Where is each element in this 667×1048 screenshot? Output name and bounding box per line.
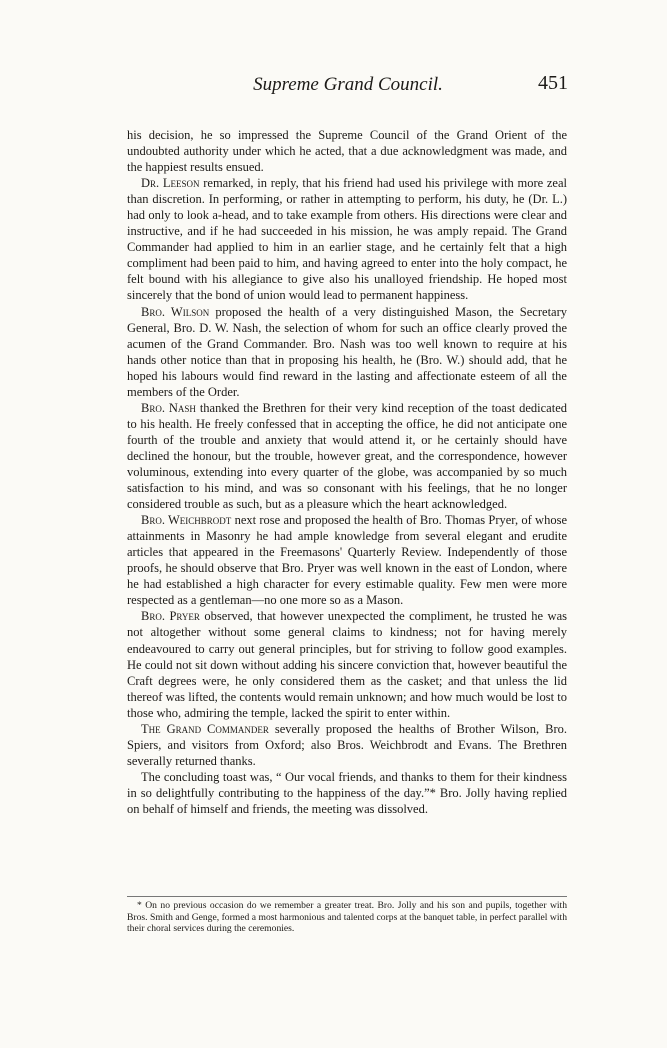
paragraph-4 — [127, 400, 567, 512]
paragraph-7 — [127, 721, 567, 769]
paragraph-5 — [127, 512, 567, 608]
paragraph-text: The concluding toast was, “ Our vocal friends, and thanks to them for their kindness in so delightfully contributing to the happiness of the day.”* Bro. Jolly having replied on behalf of himself and friends, the meeting was dissolved. — [127, 769, 567, 816]
paragraph-text: thanked the Brethren for their very kind reception of the toast dedicated to his health. He freely confessed that in accepting the office, he did not anticipate one fourth of the trouble and anxiety that would attend it, or he certainly should have declined the honour, but the trouble, however great, and the correspondence, however voluminous, extending into every quarter of the globe, was accompanied by so much satisfaction to his mind, and was so consonant with his feelings, that he no longer considered trouble as such, but as a pleasure which the heart acknowledged. — [127, 400, 567, 512]
paragraph-text: his decision, he so impressed the Supreme Council of the Grand Orient of the undoubted authority under which he acted, that a due acknowledgment was made, and the happiest results ensued. — [127, 128, 567, 175]
paragraph-8 — [127, 769, 567, 817]
paragraph-1 — [127, 127, 567, 175]
paragraph-text: proposed the health of a very distinguished Mason, the Secretary General, Bro. D. W. Nash, the selection of whom for such an office clearly proved the acumen of the Grand Commander. Bro. Nash was too well known to require at his hands other notice than that in proposing his health, he (Bro. W.) should add, that he hoped his labours would find reward in the lasting and affectionate esteem of all the members of the Order. — [127, 304, 568, 399]
speaker-name: The Grand Commander — [141, 721, 269, 736]
body-text — [127, 127, 567, 817]
speaker-name: Dr. Leeson — [141, 176, 200, 191]
running-title: Supreme Grand Council. — [253, 74, 443, 95]
speaker-name: Bro. Weichbrodt — [141, 513, 232, 528]
page-header — [128, 72, 568, 102]
speaker-name: Bro. Wilson — [141, 304, 210, 319]
footnote-divider — [127, 896, 567, 897]
paragraph-text: observed, that however unexpected the compliment, he trusted he was not altogether without some general claims to kindness; not for having merely endeavoured to carry out general principles, but for striving to follow good examples. He could not sit down without adding his sincere conviction that, however beautiful the Craft degrees were, he only considered them as the casket; and that unless the lid thereof was lifted, the contents would remain unknown; and how much would be lost to those who, admiring the temple, lacked the spirit to enter within. — [127, 609, 567, 720]
speaker-name: Bro. Pryer — [141, 609, 200, 624]
footnote — [127, 900, 567, 935]
paragraph-2 — [127, 175, 567, 303]
paragraph-3 — [127, 304, 567, 400]
speaker-name: Bro. Nash — [141, 400, 196, 415]
page-number: 451 — [538, 72, 568, 94]
paragraph-text: severally proposed the healths of Brother Wilson, Bro. Spiers, and visitors from Oxford; also Bros. Weichbrodt and Evans. The Brethren severally returned thanks. — [127, 721, 567, 768]
footnote-text: * On no previous occasion do we remember a greater treat. Bro. Jolly and his son and pupils, together with Bros. Smith and Genge, formed a most harmonious and talented corps at the banquet table, in perfect parallel with their choral services during the ceremonies. — [127, 900, 567, 935]
paragraph-6 — [127, 608, 567, 720]
paragraph-text: next rose and proposed the health of Bro. Thomas Pryer, of whose attainments in Masonry he had ample knowledge from several elegant and erudite articles that appeared in the Freemasons' Quarterly Review. Independently of those proofs, he should observe that Bro. Pryer was well known in the east of London, where he had established a high character for every estimable quality. Few men were more respected as a gentleman—no one more so as a Mason. — [127, 513, 567, 608]
paragraph-text: remarked, in reply, that his friend had used his privilege with more zeal than discretion. In performing, or rather in attempting to perform, his duty, he (Dr. L.) had only to look a-head, and to take example from others. His directions were clear and instructive, and if he had succeeded in his mission, he was amply repaid. The Grand Commander had applied to him in an earlier stage, and he certainly felt that a high compliment had been paid to him, and having agreed to enter into the holy compact, he felt bound with his allegiance to give also his unalloyed friendship. He hoped most sincerely that the bond of union would lead to permanent happiness. — [127, 176, 568, 303]
